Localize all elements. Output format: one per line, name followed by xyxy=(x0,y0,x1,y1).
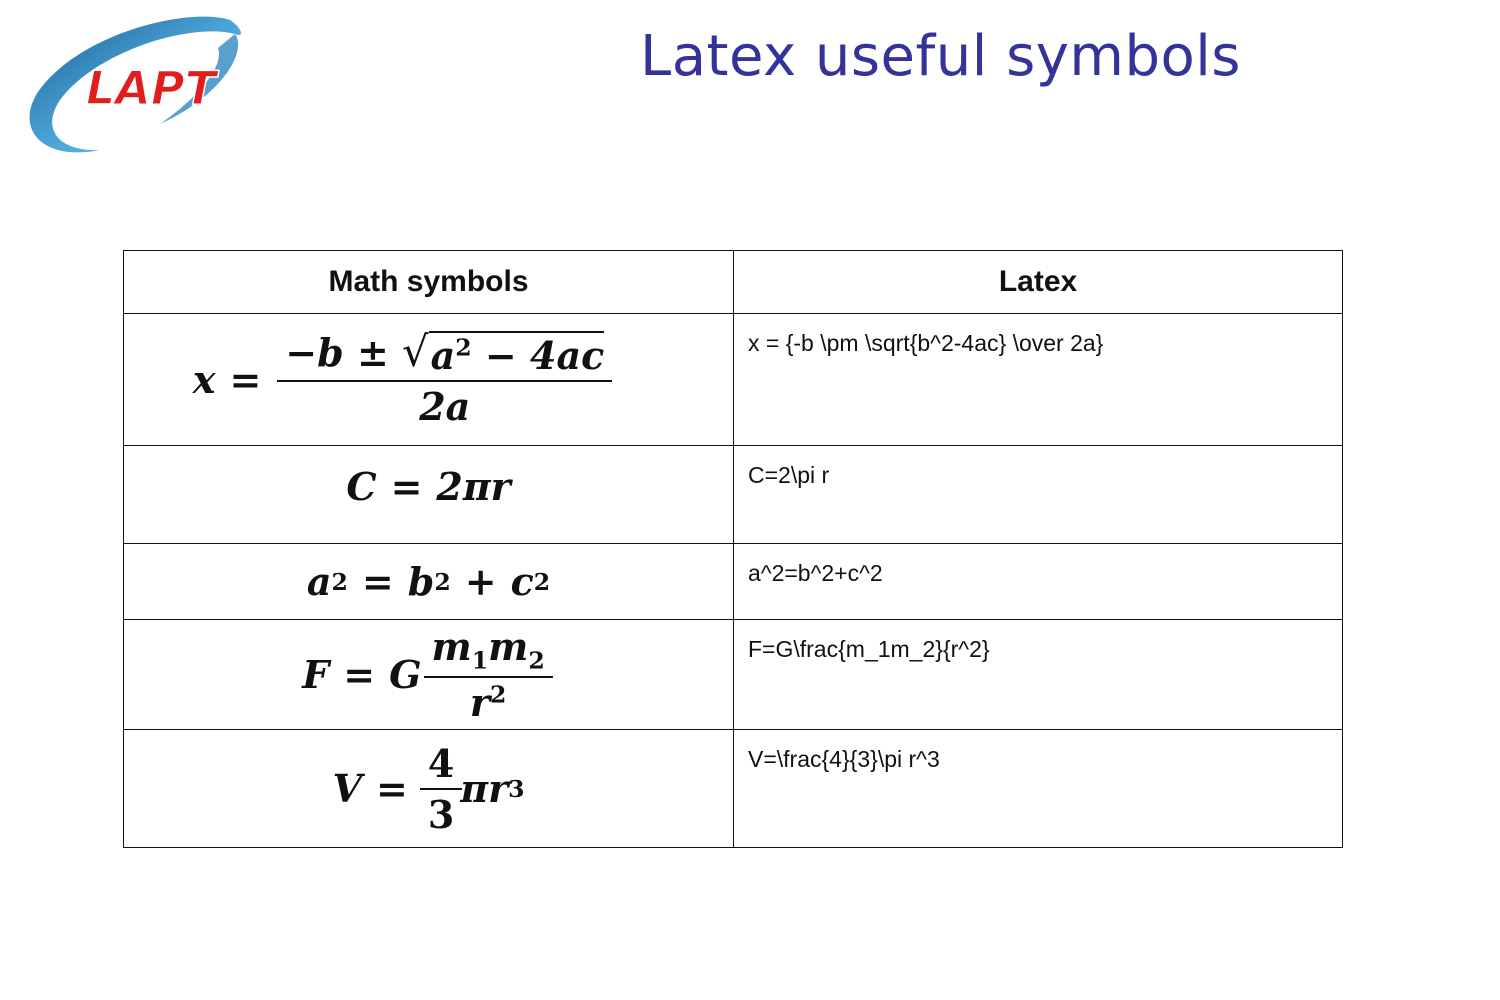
header-latex: Latex xyxy=(734,251,1343,314)
math-token: V xyxy=(332,766,362,811)
fraction xyxy=(281,327,608,429)
subscript: 1 xyxy=(471,646,489,675)
exponent: 3 xyxy=(508,774,525,803)
fraction xyxy=(428,624,549,726)
math-token: b xyxy=(407,559,435,604)
table-row xyxy=(124,544,1343,620)
math-token: − xyxy=(484,333,517,378)
denominator: 2a xyxy=(277,380,612,429)
math-token: F xyxy=(302,652,330,697)
exponent: 2 xyxy=(489,680,507,709)
math-cell xyxy=(124,730,734,848)
radicand xyxy=(429,331,605,378)
math-cell xyxy=(124,446,734,544)
quadratic-formula xyxy=(192,327,614,429)
table-row xyxy=(124,730,1343,848)
subscript: 2 xyxy=(528,646,545,675)
exponent: 2 xyxy=(331,567,348,596)
math-token: m xyxy=(488,623,529,669)
exponent: 2 xyxy=(455,333,472,362)
math-token: r xyxy=(469,680,490,726)
math-token: πr xyxy=(460,766,509,811)
math-token: −b xyxy=(285,330,344,375)
math-token: G xyxy=(389,652,422,697)
latex-cell: C=2\pi r xyxy=(734,446,1343,544)
latex-cell: a^2=b^2+c^2 xyxy=(734,544,1343,620)
math-token: a xyxy=(306,559,332,604)
math-token: = xyxy=(375,766,408,811)
denominator: 3 xyxy=(420,788,462,837)
exponent: 2 xyxy=(434,567,451,596)
math-token: C xyxy=(346,464,377,509)
sphere-volume-formula xyxy=(332,741,524,837)
gravitation-formula xyxy=(302,624,555,726)
logo-text: LAPT xyxy=(86,61,217,115)
lapt-logo xyxy=(20,12,250,162)
denominator xyxy=(424,676,553,725)
math-token: = xyxy=(229,357,262,402)
math-token: c xyxy=(510,559,534,604)
math-token: m xyxy=(431,623,472,669)
math-token: 2πr xyxy=(436,464,511,509)
fraction xyxy=(424,741,458,837)
table-header-row xyxy=(124,251,1343,314)
math-token: = xyxy=(390,464,423,509)
math-token: 4ac xyxy=(530,333,605,378)
numerator xyxy=(428,624,549,677)
math-token: = xyxy=(343,652,376,697)
square-root xyxy=(402,327,605,378)
numerator: 4 xyxy=(427,740,455,786)
circumference-formula xyxy=(346,464,510,509)
latex-cell: x = {-b \pm \sqrt{b^2-4ac} \over 2a} xyxy=(734,314,1343,446)
table-row xyxy=(124,620,1343,730)
radical-sign: √ xyxy=(402,327,429,376)
math-token: = xyxy=(361,559,394,604)
math-cell xyxy=(124,544,734,620)
header-math-symbols: Math symbols xyxy=(124,251,734,314)
symbols-table xyxy=(123,250,1343,848)
page-title: Latex useful symbols xyxy=(640,24,1241,89)
exponent: 2 xyxy=(533,567,551,596)
math-token: x xyxy=(192,357,216,402)
numerator xyxy=(281,327,608,380)
table-row xyxy=(124,314,1343,446)
latex-cell: F=G\frac{m_1m_2}{r^2} xyxy=(734,620,1343,730)
latex-cell: V=\frac{4}{3}\pi r^3 xyxy=(734,730,1343,848)
math-token: ± xyxy=(356,330,389,375)
math-token: + xyxy=(464,559,497,604)
pythagorean-formula xyxy=(307,559,550,604)
table-row xyxy=(124,446,1343,544)
math-cell xyxy=(124,620,734,730)
math-cell xyxy=(124,314,734,446)
math-token: a xyxy=(430,333,456,378)
